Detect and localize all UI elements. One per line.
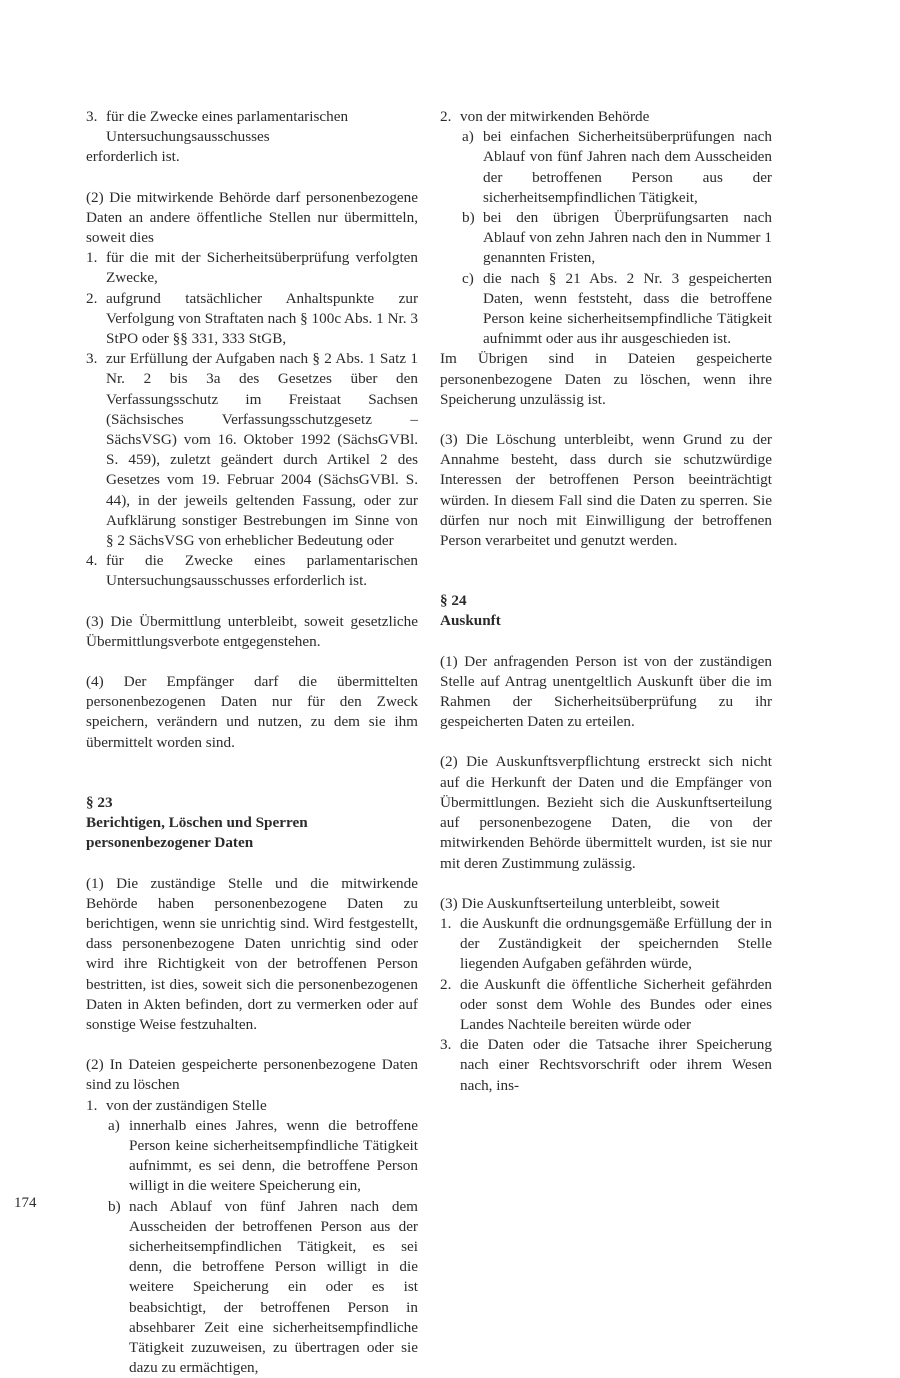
paragraph-1: (1) Der anfragenden Person ist von der zuständigen Stelle auf Antrag unentgeltlich Auskunft über die im Rahmen der Sicherheitsüberprüfung zu ihr gespeicherten Daten zu erteilen. — [440, 652, 772, 731]
list-number: 3. — [440, 1036, 452, 1054]
list-number: 1. — [86, 249, 98, 267]
page-number: 174 — [14, 1195, 37, 1211]
section-number: § 23 — [86, 793, 113, 811]
sub-text: innerhalb eines Jahres, wenn die betroffene Person keine sicherheitsempfindliche Tätigkeit aufnimmt, es sei denn, die betroffene Person willigt in die weitere Speicherung ein, — [129, 1116, 418, 1195]
list-number: 1. — [86, 1096, 98, 1114]
sub-text: nach Ablauf von fünf Jahren nach dem Ausscheiden der betroffenen Person aus der sicherheitsempfindlichen Tätigkeit, es sei denn, die betroffene Person willigt in die weitere Speicherung ein oder es ist beabsichtigt, der betroffenen Person in absehbarer Zeit eine sicherheitsempfindliche Tätigkeit zuzuweisen, zu übertragen oder sie dazu zu ermächtigen, — [129, 1197, 418, 1377]
list-text: die Daten oder die Tatsache ihrer Speicherung nach einer Rechtsvorschrift oder ihrem Wesen nach, ins- — [460, 1036, 772, 1094]
sub-letter: c) — [462, 269, 474, 287]
list-item — [86, 349, 418, 551]
paragraph-1: (1) Die zuständige Stelle und die mitwirkende Behörde haben personenbezogene Daten zu berichtigen, wenn sie unrichtig sind. Wird festgestellt, dass personenbezogene Daten unrichtig sind oder wird ihre Richtigkeit von der betroffenen Person bestritten, ist dies, soweit sich die personenbezogenen Daten in Akten befinden, dort zu vermerken oder auf sonstige Weise festzuhalten. — [86, 874, 418, 1033]
list-item — [440, 914, 772, 975]
list-number: 3. — [86, 108, 98, 125]
paragraph-2: (2) Die Auskunftsverpflichtung erstreckt sich nicht auf die Herkunft der Daten und die Empfänger von Übermittlungen. Bezieht sich die Auskunftserteilung auf personenbezogene Daten, die von der mitwirkenden Behörde übermittelt wurden, ist sie nur mit deren Zustimmung zulässig. — [440, 753, 772, 872]
list-text: zur Erfüllung der Aufgaben nach § 2 Abs. 1 Satz 1 Nr. 2 bis 3a des Gesetzes über den Verfassungsschutz im Freistaat Sachsen (Sächsisches Verfassungsschutzgesetz – SächsVSG) vom 16. Oktober 1992 (SächsGVBl. S. 459), zuletzt geändert durch Artikel 2 des Gesetzes vom 19. Februar 2004 (SächsGVBl. S. 44), in der jeweils geltenden Fassung, oder zur Aufklärung sonstiger Bestrebungen im Sinne von § 2 SächsVSG von erheblicher Bedeutung oder — [106, 350, 418, 550]
list-text: für die Zwecke eines parlamentarischen Untersuchungsausschusses — [106, 108, 349, 146]
list-number: 2. — [440, 975, 452, 993]
list-text: für die mit der Sicherheitsüberprüfung verfolgten Zwecke, — [106, 249, 418, 287]
paragraph: Im Übrigen sind in Dateien gespeicherte personenbezogene Daten zu löschen, wenn ihre Speicherung unzulässig ist. — [440, 350, 772, 408]
paragraph-3: (3) Die Übermittlung unterbleibt, soweit gesetzliche Übermittlungsverbote entgegenstehen. — [86, 612, 418, 650]
list-item — [86, 107, 418, 147]
list-item — [86, 1096, 418, 1116]
sub-text: die nach § 21 Abs. 2 Nr. 3 gespeicherten Daten, wenn feststeht, dass die betroffene Person keine sicherheitsempfindliche Tätigkeit aufnimmt oder aus ihr ausgeschieden ist. — [483, 269, 772, 348]
sub-letter: a) — [108, 1116, 120, 1134]
paragraph-4: (4) Der Empfänger darf die übermittelten personenbezogenen Daten nur für den Zweck speichern, verändern und nutzen, zu dem sie ihm übermittelt worden sind. — [86, 673, 418, 751]
list-text: die Auskunft die öffentliche Sicherheit gefährden oder sonst dem Wohle des Bundes oder eines Landes Nachteile bereiten würde oder — [460, 975, 772, 1033]
sub-item — [462, 208, 772, 269]
list-item — [440, 107, 772, 127]
section-title: Berichtigen, Löschen und Sperren personenbezogener Daten — [86, 814, 308, 852]
section-number: § 24 — [440, 592, 467, 610]
list-item — [440, 1035, 772, 1096]
sub-letter: b) — [462, 209, 475, 227]
paragraph: erforderlich ist. — [86, 148, 180, 166]
list-number: 2. — [440, 108, 452, 125]
section-title: Auskunft — [440, 612, 501, 630]
list-number: 2. — [86, 289, 98, 307]
sub-text: bei einfachen Sicherheitsüberprüfungen nach Ablauf von fünf Jahren nach dem Ausscheiden der betroffenen Person aus der sicherheitsempfindlichen Tätigkeit, — [483, 128, 772, 206]
left-column — [86, 107, 418, 1378]
sub-letter: b) — [108, 1197, 121, 1215]
paragraph-3: (3) Die Löschung unterbleibt, wenn Grund zu der Annahme besteht, dass durch sie schutzwürdige Interessen der betroffenen Person beeinträchtigt würden. In diesem Fall sind die Daten zu sperren. Sie dürfen nur noch mit Einwilligung der betroffenen Person verarbeitet und genutzt werden. — [440, 431, 772, 550]
sub-text: bei den übrigen Überprüfungsarten nach Ablauf von zehn Jahren nach den in Nummer 1 genannten Fristen, — [483, 209, 772, 267]
list-item — [86, 551, 418, 591]
list-item — [86, 248, 418, 288]
sub-item — [462, 269, 772, 350]
sub-letter: a) — [462, 128, 474, 146]
paragraph-2-intro: (2) In Dateien gespeicherte personenbezogene Daten sind zu löschen — [86, 1056, 418, 1094]
paragraph-3-intro: (3) Die Auskunftserteilung unterbleibt, soweit — [440, 894, 720, 912]
list-text: aufgrund tatsächlicher Anhaltspunkte zur Verfolgung von Straftaten nach § 100c Abs. 1 Nr. 3 StPO oder §§ 331, 333 StGB, — [106, 289, 418, 348]
list-text: die Auskunft die ordnungsgemäße Erfüllung der in der Zuständigkeit der speichernden Stelle liegenden Aufgaben gefährden würde, — [460, 914, 772, 973]
sub-item — [108, 1116, 418, 1197]
list-text: von der zuständigen Stelle — [106, 1096, 267, 1114]
sub-item — [462, 127, 772, 208]
list-number: 3. — [86, 350, 98, 368]
list-number: 1. — [440, 914, 452, 932]
list-number: 4. — [86, 552, 98, 570]
sub-item — [108, 1197, 418, 1378]
paragraph-2-intro: (2) Die mitwirkende Behörde darf personenbezogene Daten an andere öffentliche Stellen nur übermitteln, soweit dies — [86, 188, 418, 247]
list-text: für die Zwecke eines parlamentarischen Untersuchungsausschusses erforderlich ist. — [106, 552, 418, 590]
list-item — [440, 975, 772, 1036]
right-column — [440, 107, 772, 1096]
list-item — [86, 289, 418, 350]
list-text: von der mitwirkenden Behörde — [460, 108, 650, 125]
